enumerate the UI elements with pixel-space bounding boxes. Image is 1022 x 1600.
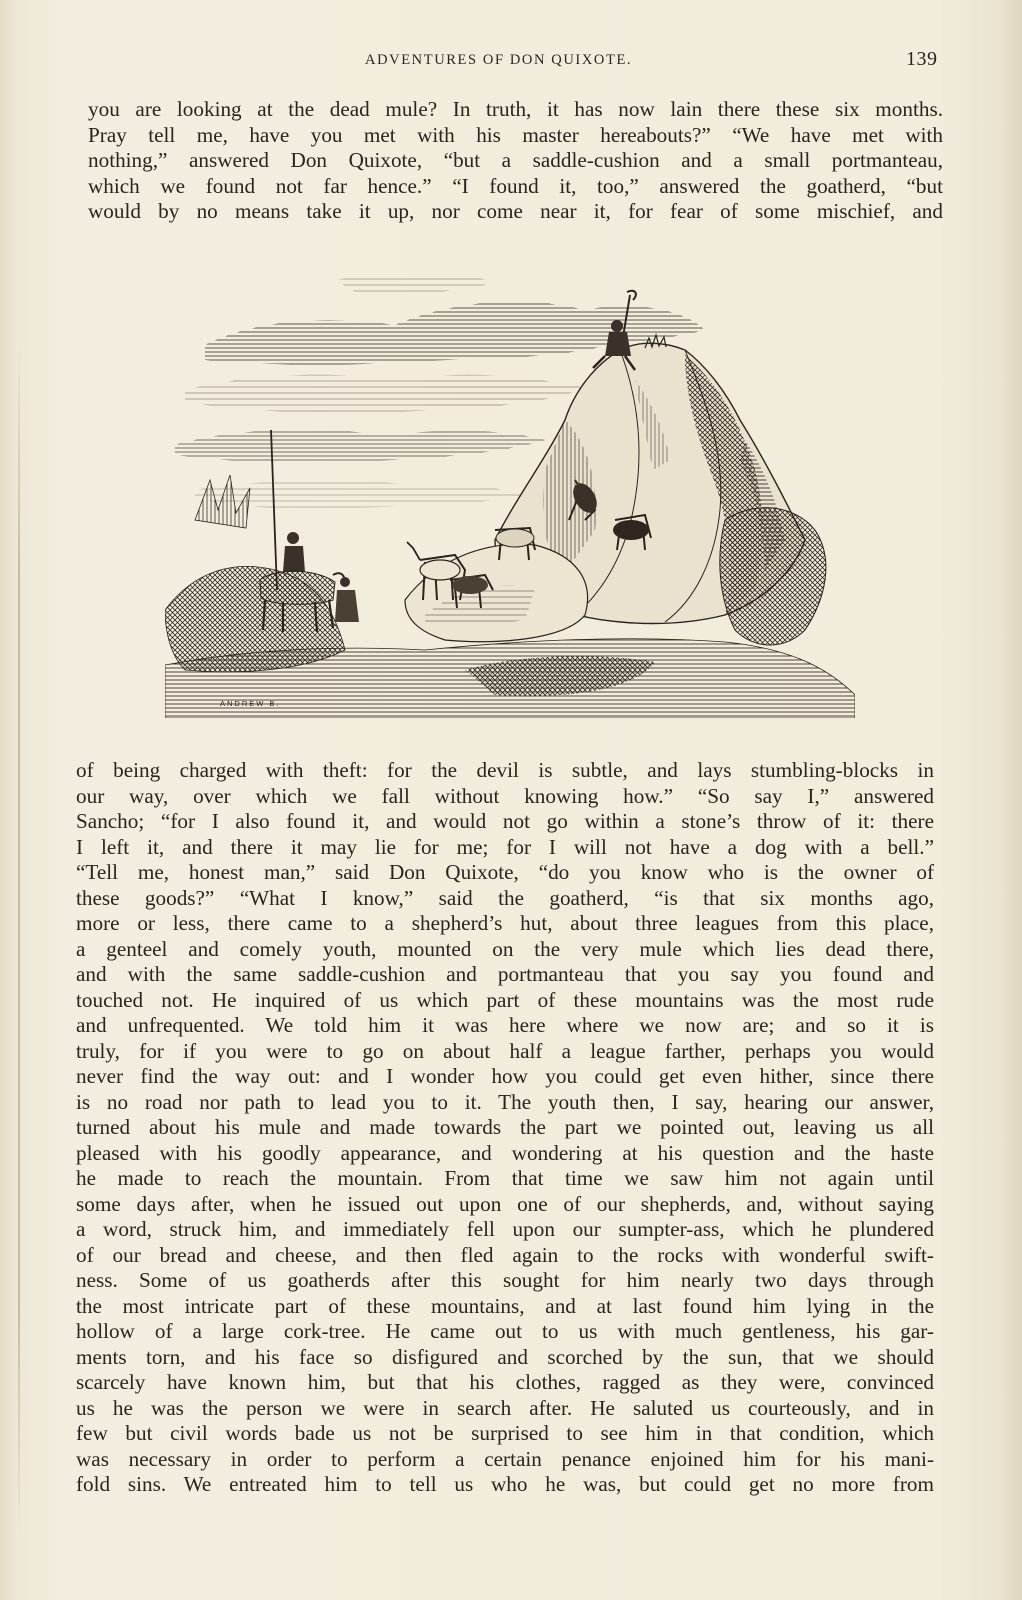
goatherd-mountain-engraving (165, 270, 855, 718)
engraving-illustration (165, 270, 855, 718)
text-block-bottom (76, 758, 934, 1498)
text-line: Pray tell me, have you met with his master hereabouts?” “We have met with (88, 122, 943, 147)
text-line: is no road nor path to lead you to it. The youth then, I say, hearing our answer, (76, 1089, 934, 1114)
text-line: truly, for if you were to go on about half a league farther, perhaps you would (76, 1038, 934, 1063)
text-line: was necessary in order to perform a certain penance enjoined him for his mani- (76, 1446, 934, 1471)
text-line: touched not. He inquired of us which part of these mountains was the most rude (76, 987, 934, 1012)
text-line: nothing,” answered Don Quixote, “but a saddle-cushion and a small portmanteau, (88, 148, 943, 172)
text-line: the most intricate part of these mountains, and at last found him lying in the (76, 1293, 934, 1318)
text-line: a word, struck him, and immediately fell upon our sumpter-ass, which he plundered (76, 1217, 934, 1241)
text-line: “Tell me, honest man,” said Don Quixote, “do you know who is the owner of (76, 860, 934, 884)
text-line: us he was the person we were in search after. He saluted us courteously, and in (76, 1395, 934, 1420)
engraver-signature: ANDREW B. (220, 699, 281, 708)
running-title: ADVENTURES OF DON QUIXOTE. (365, 52, 633, 68)
text-line: few but civil words bade us not be surprised to see him in that condition, which (76, 1421, 934, 1445)
text-block-top (88, 97, 943, 225)
text-line: you are looking at the dead mule? In truth, it has now lain there these six months. (88, 97, 943, 121)
text-line: fold sins. We entreated him to tell us who he was, but could get no more from (76, 1472, 934, 1496)
text-line: a genteel and comely youth, mounted on the very mule which lies dead there, (76, 936, 934, 961)
text-line: more or less, there came to a shepherd’s hut, about three leagues from this place, (76, 911, 934, 935)
text-line: turned about his mule and made towards the part we pointed out, leaving us all (76, 1115, 934, 1139)
text-line: Sancho; “for I also found it, and would not go within a stone’s throw of it: there (76, 809, 934, 833)
text-line: never find the way out: and I wonder how you could get even hither, since there (76, 1064, 934, 1088)
text-line: and unfrequented. We told him it was here where we now are; and so it is (76, 1013, 934, 1037)
text-line: pleased with his goodly appearance, and wondering at his question and the haste (76, 1140, 934, 1165)
text-line: some days after, when he issued out upon one of our shepherds, and, without saying (76, 1191, 934, 1216)
running-head (0, 48, 1022, 76)
text-line: of being charged with theft: for the devil is subtle, and lays stumbling-blocks in (76, 758, 934, 782)
text-line: ments torn, and his face so disfigured and scorched by the sun, that we should (76, 1344, 934, 1369)
text-line: hollow of a large cork-tree. He came out to us with much gentleness, his gar- (76, 1319, 934, 1343)
text-line: of our bread and cheese, and then fled again to the rocks with wonderful swift- (76, 1242, 934, 1267)
text-line: I left it, and there it may lie for me; for I will not have a dog with a bell.” (76, 834, 934, 859)
page-gutter-shadow (18, 340, 20, 1540)
text-line: ness. Some of us goatherds after this sought for him nearly two days through (76, 1268, 934, 1292)
text-line: these goods?” “What I know,” said the goatherd, “is that six months ago, (76, 885, 934, 910)
text-line: scarcely have known him, but that his clothes, ragged as they were, convinced (76, 1370, 934, 1394)
text-line: our way, over which we fall without knowing how.” “So say I,” answered (76, 783, 934, 808)
text-line: would by no means take it up, nor come near it, for fear of some mischief, and (88, 199, 943, 223)
text-line: he made to reach the mountain. From that time we saw him not again until (76, 1166, 934, 1190)
text-line: and with the same saddle-cushion and portmanteau that you say you found and (76, 962, 934, 986)
page-number: 139 (906, 48, 938, 70)
text-line: which we found not far hence.” “I found it, too,” answered the goatherd, “but (88, 173, 943, 198)
